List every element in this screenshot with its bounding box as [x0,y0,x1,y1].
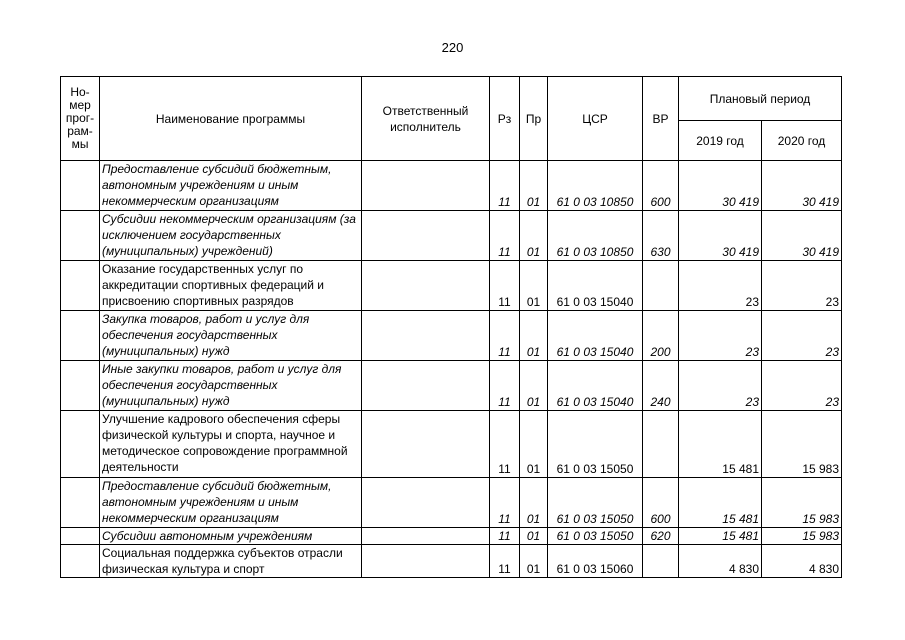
amount-2020-cell: 30 419 [762,211,842,261]
csr-cell: 61 0 03 15060 [548,545,643,578]
program-number-cell [61,261,100,311]
executor-cell [362,545,490,578]
rz-cell: 11 [490,545,520,578]
table-row [61,311,842,361]
vr-cell [643,411,679,478]
executor-cell [362,311,490,361]
program-name-cell: Субсидии некоммерческим организациям (за исключением государственных (муниципальных) учреждений) [100,211,362,261]
program-number-cell [61,311,100,361]
table-row [61,261,842,311]
vr-cell: 630 [643,211,679,261]
rz-cell: 11 [490,311,520,361]
vr-cell: 600 [643,478,679,528]
vr-cell: 600 [643,161,679,211]
amount-2019-cell: 30 419 [679,161,762,211]
csr-cell: 61 0 03 10850 [548,211,643,261]
csr-cell: 61 0 03 15050 [548,528,643,545]
program-name-cell: Предоставление субсидий бюджетным, автономным учреждениям и иным некоммерческим организациям [100,161,362,211]
budget-table [60,76,842,578]
program-number-cell [61,478,100,528]
pr-cell: 01 [520,528,548,545]
csr-cell: 61 0 03 15050 [548,478,643,528]
pr-cell: 01 [520,545,548,578]
executor-cell [362,211,490,261]
program-number-cell [61,545,100,578]
amount-2019-cell: 30 419 [679,211,762,261]
program-name-cell: Закупка товаров, работ и услуг для обеспечения государственных (муниципальных) нужд [100,311,362,361]
amount-2019-cell: 15 481 [679,478,762,528]
executor-cell [362,261,490,311]
table-row [61,528,842,545]
header-year-2019: 2019 год [679,121,762,161]
executor-cell [362,161,490,211]
vr-cell: 240 [643,361,679,411]
rz-cell: 11 [490,161,520,211]
program-name-cell: Предоставление субсидий бюджетным, автономным учреждениям и иным некоммерческим организациям [100,478,362,528]
executor-cell [362,411,490,478]
amount-2019-cell: 23 [679,311,762,361]
rz-cell: 11 [490,361,520,411]
csr-cell: 61 0 03 10850 [548,161,643,211]
table-row [61,545,842,578]
header-program-number: Но-мер прог-рам-мы [61,77,100,161]
program-number-cell [61,411,100,478]
page-number: 220 [441,40,464,55]
csr-cell: 61 0 03 15040 [548,361,643,411]
header-program-name: Наименование программы [100,77,362,161]
amount-2020-cell: 23 [762,361,842,411]
vr-cell [643,261,679,311]
rz-cell: 11 [490,211,520,261]
program-name-cell: Оказание государственных услуг по аккредитации спортивных федераций и присвоению спортивных разрядов [100,261,362,311]
executor-cell [362,361,490,411]
amount-2019-cell: 15 481 [679,411,762,478]
table-row [61,361,842,411]
program-number-cell [61,161,100,211]
csr-cell: 61 0 03 15050 [548,411,643,478]
amount-2020-cell: 4 830 [762,545,842,578]
header-planned-period: Плановый период [679,77,842,121]
amount-2019-cell: 23 [679,261,762,311]
executor-cell [362,478,490,528]
table-row [61,161,842,211]
program-name-cell: Субсидии автономным учреждениям [100,528,362,545]
header-executor: Ответственный исполнитель [362,77,490,161]
program-name-cell: Социальная поддержка субъектов отрасли физическая культура и спорт [100,545,362,578]
amount-2020-cell: 15 983 [762,411,842,478]
rz-cell: 11 [490,528,520,545]
header-year-2020: 2020 год [762,121,842,161]
program-number-cell [61,528,100,545]
amount-2020-cell: 23 [762,311,842,361]
amount-2019-cell: 4 830 [679,545,762,578]
header-csr: ЦСР [548,77,643,161]
pr-cell: 01 [520,411,548,478]
csr-cell: 61 0 03 15040 [548,311,643,361]
program-number-cell [61,211,100,261]
header-vr: ВР [643,77,679,161]
table-row [61,478,842,528]
table-row [61,411,842,478]
header-pr: Пр [520,77,548,161]
program-number-cell [61,361,100,411]
header-rz: Рз [490,77,520,161]
rz-cell: 11 [490,261,520,311]
executor-cell [362,528,490,545]
pr-cell: 01 [520,478,548,528]
table-body [61,161,842,578]
vr-cell [643,545,679,578]
program-name-cell: Иные закупки товаров, работ и услуг для обеспечения государственных (муниципальных) нужд [100,361,362,411]
table-row [61,211,842,261]
vr-cell: 200 [643,311,679,361]
pr-cell: 01 [520,161,548,211]
amount-2019-cell: 15 481 [679,528,762,545]
amount-2020-cell: 23 [762,261,842,311]
pr-cell: 01 [520,261,548,311]
amount-2020-cell: 15 983 [762,478,842,528]
program-name-cell: Улучшение кадрового обеспечения сферы физической культуры и спорта, научное и методическое сопровождение программной деятельности [100,411,362,478]
rz-cell: 11 [490,411,520,478]
pr-cell: 01 [520,361,548,411]
amount-2019-cell: 23 [679,361,762,411]
amount-2020-cell: 30 419 [762,161,842,211]
amount-2020-cell: 15 983 [762,528,842,545]
pr-cell: 01 [520,311,548,361]
vr-cell: 620 [643,528,679,545]
csr-cell: 61 0 03 15040 [548,261,643,311]
pr-cell: 01 [520,211,548,261]
rz-cell: 11 [490,478,520,528]
